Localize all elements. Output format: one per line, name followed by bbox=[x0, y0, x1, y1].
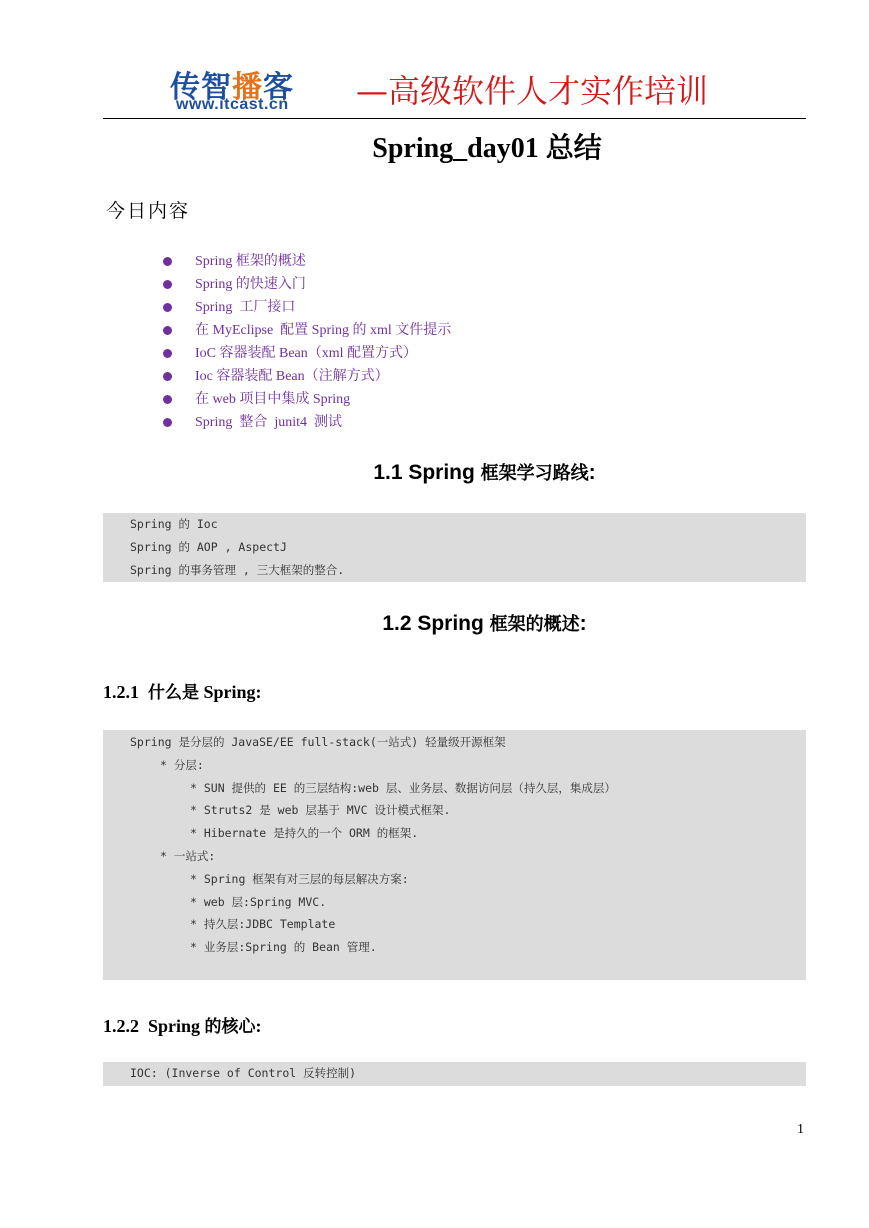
list-item: 在 web 项目中集成 Spring bbox=[163, 388, 451, 411]
code-line: * Hibernate 是持久的一个 ORM 的框架. bbox=[190, 826, 419, 841]
logo-url: www.itcast.cn bbox=[176, 96, 289, 113]
code-block-learning-path bbox=[103, 513, 806, 582]
list-item: Ioc 容器装配 Bean（注解方式） bbox=[163, 365, 451, 388]
bullet-icon bbox=[163, 303, 172, 312]
code-block-core bbox=[103, 1062, 806, 1086]
page-number: 1 bbox=[797, 1122, 804, 1137]
code-line: IOC: (Inverse of Control 反转控制) bbox=[130, 1066, 357, 1080]
code-block-what-is-spring bbox=[103, 730, 806, 980]
today-heading: 今日内容 bbox=[106, 200, 191, 222]
document-title: Spring_day01 总结 bbox=[372, 133, 602, 164]
code-line: * Spring 框架有对三层的每层解决方案: bbox=[190, 871, 409, 886]
code-line: Spring 的事务管理 , 三大框架的整合. bbox=[130, 562, 345, 577]
bullet-icon bbox=[163, 395, 172, 404]
list-item: Spring 工厂接口 bbox=[163, 296, 451, 319]
code-line: * SUN 提供的 EE 的三层结构:web 层、业务层、数据访问层（持久层，集成层） bbox=[190, 780, 616, 795]
code-line: Spring 的 Ioc bbox=[130, 517, 218, 531]
today-list bbox=[163, 250, 451, 434]
bullet-icon bbox=[163, 257, 172, 266]
list-item: Spring 整合 junit4 测试 bbox=[163, 411, 451, 434]
code-line: * 一站式: bbox=[160, 848, 216, 863]
header-slogan: —高级软件人才实作培训 bbox=[356, 72, 709, 110]
bullet-icon bbox=[163, 280, 172, 289]
bullet-icon bbox=[163, 326, 172, 335]
code-line: * 分层: bbox=[160, 757, 204, 772]
section-heading-1-1: 1.1 Spring 框架学习路线: bbox=[373, 461, 596, 484]
list-item: Spring 的快速入门 bbox=[163, 273, 451, 296]
logo-text-part2: 播 bbox=[232, 70, 263, 105]
section-heading-1-2-2: 1.2.2 Spring 的核心: bbox=[103, 1016, 262, 1037]
list-item: IoC 容器装配 Bean（xml 配置方式） bbox=[163, 342, 451, 365]
section-heading-1-2: 1.2 Spring 框架的概述: bbox=[382, 612, 587, 635]
bullet-icon bbox=[163, 349, 172, 358]
code-line: Spring 是分层的 JavaSE/EE full-stack(一站式) 轻量级开源框架 bbox=[130, 735, 506, 749]
logo-text-part3: 客 bbox=[263, 70, 294, 105]
code-line: * Struts2 是 web 层基于 MVC 设计模式框架. bbox=[190, 803, 451, 818]
code-line: Spring 的 AOP , AspectJ bbox=[130, 539, 287, 554]
code-line: * 持久层:JDBC Template bbox=[190, 917, 336, 932]
page-header bbox=[170, 62, 810, 118]
list-item: Spring 框架的概述 bbox=[163, 250, 451, 273]
itcast-logo bbox=[170, 62, 350, 118]
code-line: * 业务层:Spring 的 Bean 管理. bbox=[190, 940, 377, 955]
list-item: 在 MyEclipse 配置 Spring 的 xml 文件提示 bbox=[163, 319, 451, 342]
code-line: * web 层:Spring MVC. bbox=[190, 894, 327, 909]
bullet-icon bbox=[163, 372, 172, 381]
bullet-icon bbox=[163, 418, 172, 427]
header-divider bbox=[103, 118, 806, 119]
section-heading-1-2-1: 1.2.1 什么是 Spring: bbox=[103, 682, 262, 703]
logo-text-part1: 传智 bbox=[170, 70, 232, 105]
